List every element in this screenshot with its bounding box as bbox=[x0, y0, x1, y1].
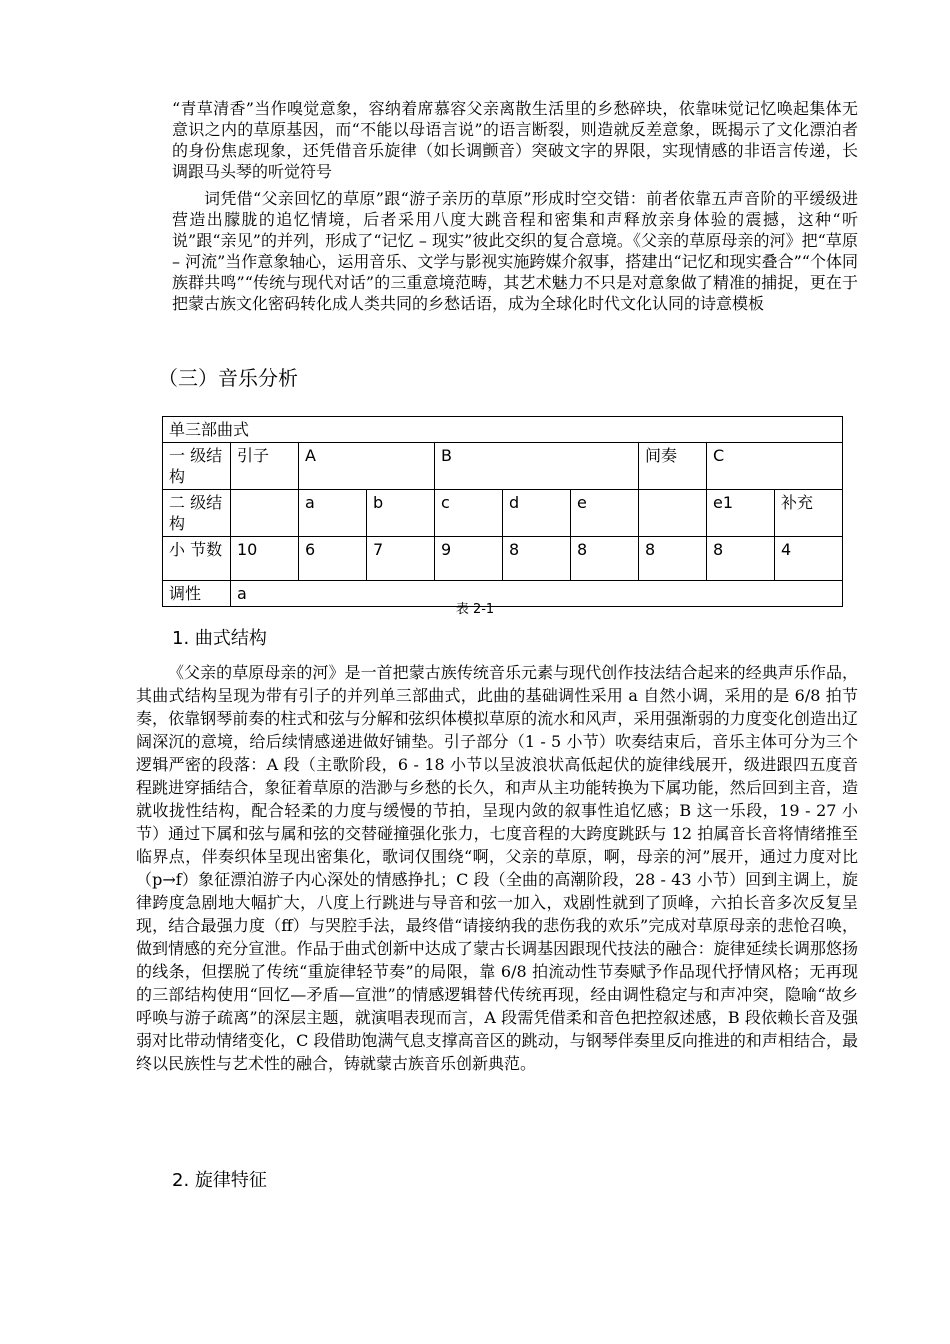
subheading-form-structure: 1. 曲式结构 bbox=[172, 628, 267, 649]
table-cell: 8 bbox=[639, 537, 707, 581]
table-cell: a bbox=[299, 490, 367, 537]
table-cell: d bbox=[503, 490, 571, 537]
table-cell: 间奏 bbox=[639, 443, 707, 490]
table-caption: 表 2-1 bbox=[455, 602, 495, 617]
table-cell: 9 bbox=[435, 537, 503, 581]
paragraph-main: 《父亲的草原母亲的河》是一首把蒙古族传统音乐元素与现代创作技法结合起来的经典声乐作品，其曲式结构呈现为带有引子的并列单三部曲式，此曲的基础调性采用 a 自然小调，采用的是 6/8 拍节奏，依靠钢琴前奏的柱式和弦与分解和弦织体模拟草原的流水和风声，采用强渐弱的力度变化创造出辽阔深沉的意境，给后续情感递进做好铺垫。引子部分（1 - 5 小节）吹奏结束后，音乐主体可分为三个逻辑严密的段落：A 段（主歌阶段，6 - 18 小节以呈波浪状高低起伏的旋律线展开，级进跟四五度音程跳进穿插结合，象征着草原的浩渺与乡愁的长久，和声从主功能转换为下属功能，然后回到主音，造就收拢性结构，配合轻柔的力度与缓慢的节拍，呈现内敛的叙事性追忆感；B 这一乐段，19 - 27 小节）通过下属和弦与属和弦的交替碰撞强化张力，七度音程的大跨度跳跃与 12 拍属音长音将情绪推至临界点，伴奏织体呈现出密集化，歌词仅围绕“啊，父亲的草原，啊，母亲的河”展开，通过力度对比（p→f）象征漂泊游子内心深处的情感挣扎；C 段（全曲的高潮阶段，28 - 43 小节）回到主调上，旋律跨度急剧地大幅扩大，八度上行跳进与导音和弦一加入，戏剧性就到了顶峰，六拍长音多次反复呈现，结合最强力度（ff）与哭腔手法，最终借“请接纳我的悲伤我的欢乐”完成对草原母亲的悲怆召唤，做到情感的充分宣泄。作品于曲式创新中达成了蒙古长调基因跟现代技法的融合：旋律延续长调那悠扬的线条，但摆脱了传统“重旋律轻节奏”的局限，靠 6/8 拍流动性节奏赋予作品现代抒情风格；无再现的三部结构使用“回忆—矛盾—宣泄”的情感逻辑替代传统再现，经由调性稳定与和声冲突，隐喻“故乡呼唤与游子疏离”的深层主题，就演唱表现而言，A 段需凭借柔和音色把控叙述感，B 段依赖长音及强弱对比带动情绪变化，C 段借助饱满气息支撑高音区的跳动，与钢琴伴奏里反向推进的和声相结合，最终以民族性与艺术性的融合，铸就蒙古族音乐创新典范。 bbox=[136, 663, 858, 1073]
table-cell: e bbox=[571, 490, 639, 537]
table-cell: b bbox=[367, 490, 435, 537]
table-cell: 8 bbox=[503, 537, 571, 581]
table-cell: 7 bbox=[367, 537, 435, 581]
structure-table bbox=[162, 416, 843, 607]
row-label: 一 级结构 bbox=[163, 443, 231, 490]
table-cell: A bbox=[299, 443, 435, 490]
row-label: 二 级结构 bbox=[163, 490, 231, 537]
table-cell: 4 bbox=[775, 537, 843, 581]
table-cell: C bbox=[707, 443, 843, 490]
table-cell: 10 bbox=[231, 537, 299, 581]
table-row bbox=[163, 537, 843, 581]
table-cell: 8 bbox=[707, 537, 775, 581]
table-title: 单三部曲式 bbox=[163, 417, 843, 443]
table-row bbox=[163, 417, 843, 443]
table-cell: 6 bbox=[299, 537, 367, 581]
paragraph-top-1: “青草清香”当作嗅觉意象，容纳着席慕容父亲离散生活里的乡愁碎块，依靠味觉记忆唤起集体无意识之内的草原基因，而“不能以母语言说”的语言断裂，则造就反差意象，既揭示了文化漂泊者的身份焦虑现象，还凭借音乐旋律（如长调颤音）突破文字的界限，实现情感的非语言传递，长调跟马头琴的听觉符号 bbox=[172, 99, 858, 181]
table-cell: B bbox=[435, 443, 639, 490]
table-row bbox=[163, 443, 843, 490]
table-row bbox=[163, 490, 843, 537]
row-label: 调性 bbox=[163, 581, 231, 607]
paragraph-top-2: 词凭借“父亲回忆的草原”跟“游子亲历的草原”形成时空交错：前者依靠五声音阶的平缓级进营造出朦胧的追忆情境，后者采用八度大跳音程和密集和声释放亲身体验的震撼，这种“听说”跟“亲见”的并列，形成了“记忆 – 现实”彼此交织的复合意境。《父亲的草原母亲的河》把“草原 – 河流”当作意象轴心，运用音乐、文学与影视实施跨媒介叙事，搭建出“记忆和现实叠合”“个体同族群共鸣”“传统与现代对话”的三重意境范畴，其艺术魅力不只是对意象做了精准的捕捉，更在于把蒙古族文化密码转化成人类共同的乡愁话语，成为全球化时代文化认同的诗意模板 bbox=[172, 189, 858, 313]
table-cell: 补充 bbox=[775, 490, 843, 537]
table-cell: c bbox=[435, 490, 503, 537]
table-cell: a bbox=[231, 581, 843, 607]
section-heading: （三）音乐分析 bbox=[158, 366, 298, 390]
table-cell: e1 bbox=[707, 490, 775, 537]
row-label: 小 节数 bbox=[163, 537, 231, 581]
table-cell bbox=[231, 490, 299, 537]
subheading-melody: 2. 旋律特征 bbox=[172, 1170, 267, 1191]
table-cell: 引子 bbox=[231, 443, 299, 490]
table-cell: 8 bbox=[571, 537, 639, 581]
table-cell bbox=[639, 490, 707, 537]
